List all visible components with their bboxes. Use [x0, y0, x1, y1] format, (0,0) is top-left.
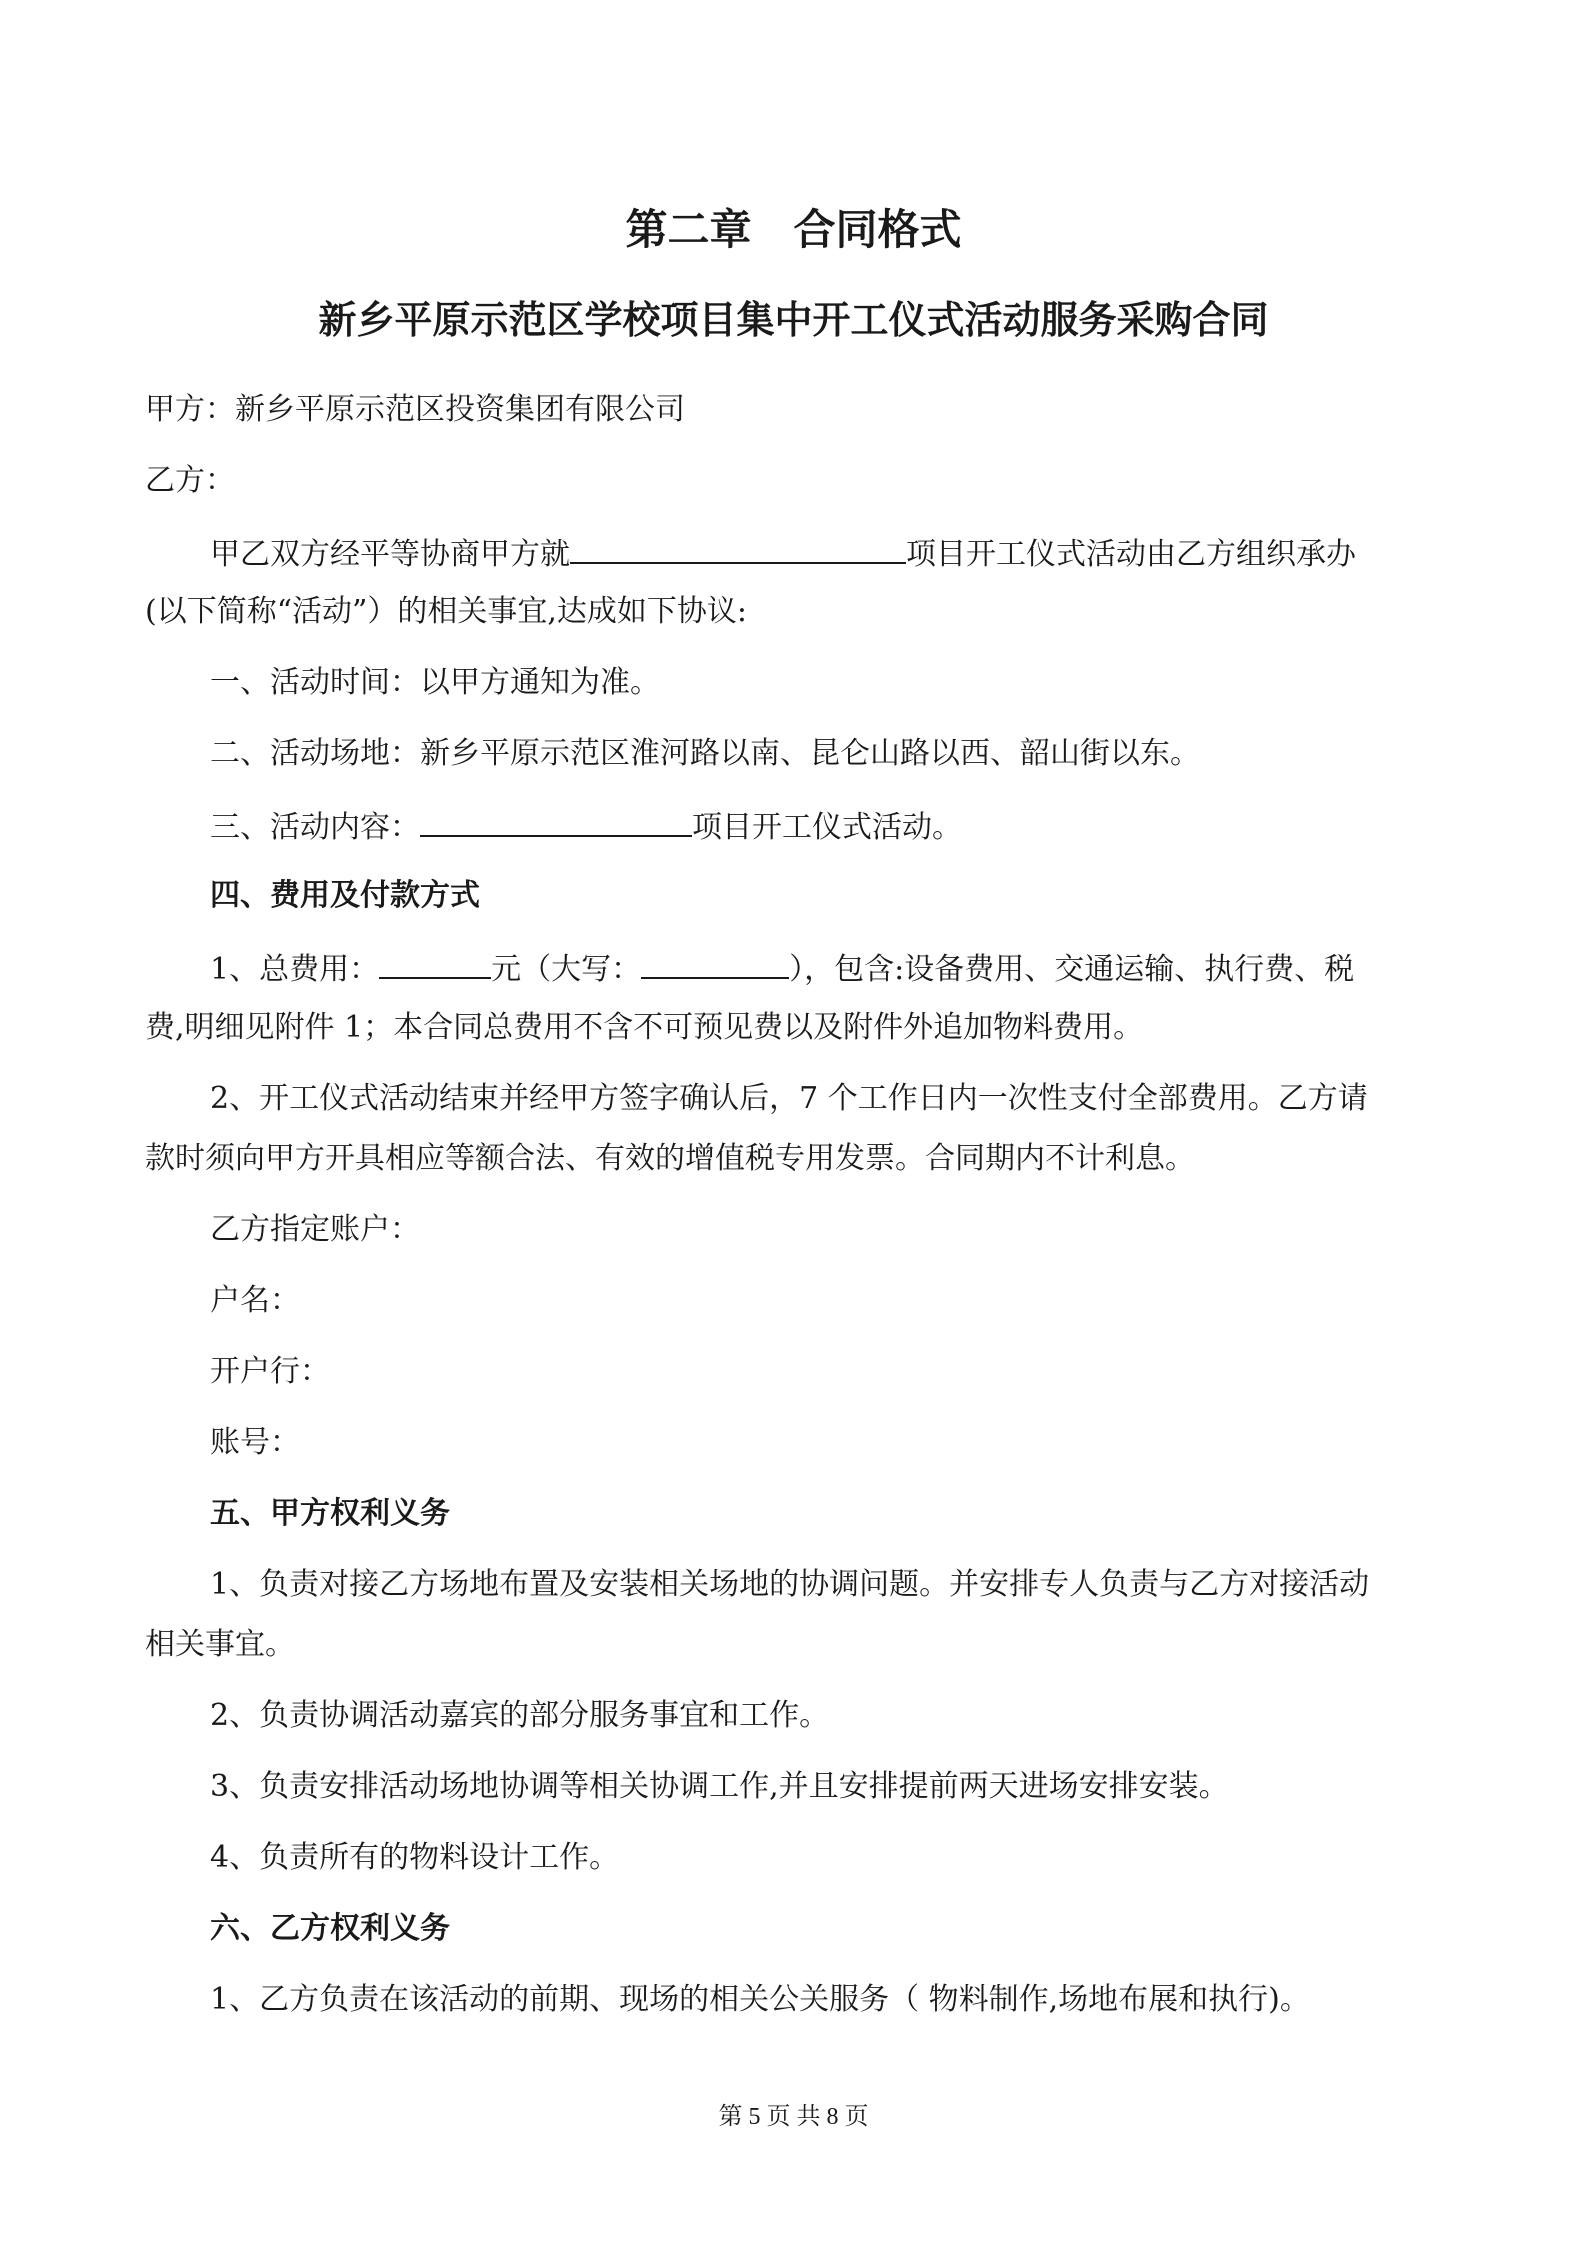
account-label: 乙方指定账户：	[210, 1212, 420, 1247]
payment-line-1: 2、开工仪式活动结束并经甲方签字确认后，7 个工作日内一次性支付全部费用。乙方请	[210, 1081, 1368, 1116]
fee-amount-blank	[379, 945, 491, 979]
contract-title: 新乡平原示范区学校项目集中开工仪式活动服务采购合同	[318, 297, 1269, 342]
intro-line-1: 甲乙双方经平等协商甲方就 项目开工仪式活动由乙方组织承办	[210, 530, 1445, 577]
clause-2: 二、活动场地：新乡平原示范区淮河路以南、昆仑山路以西、韶山街以东。	[210, 736, 1200, 771]
account-name: 户名：	[210, 1283, 300, 1318]
party-a-duty-3: 3、负责安排活动场地协调等相关协调工作,并且安排提前两天进场安排安装。	[210, 1769, 1229, 1804]
party-a-duty-2: 2、负责协调活动嘉宾的部分服务事宜和工作。	[210, 1698, 830, 1733]
account-bank: 开户行：	[210, 1354, 330, 1389]
section-5-heading: 五、甲方权利义务	[210, 1496, 450, 1531]
clause-3: 三、活动内容： 项目开工仪式活动。	[210, 803, 1445, 850]
fee-uppercase-blank	[641, 945, 789, 979]
party-a-duty-1-line-2: 相关事宜。	[145, 1627, 295, 1662]
party-a-duty-4: 4、负责所有的物料设计工作。	[210, 1840, 620, 1875]
account-number: 账号：	[210, 1425, 300, 1460]
party-a: 甲方：新乡平原示范区投资集团有限公司	[145, 392, 685, 427]
party-b-duty-1: 1、乙方负责在该活动的前期、现场的相关公关服务（ 物料制作,场地布展和执行)。	[210, 1982, 1310, 2017]
chapter-name: 合同格式	[793, 205, 962, 254]
party-a-duty-1-line-1: 1、负责对接乙方场地布置及安装相关场地的协调问题。并安排专人负责与乙方对接活动	[210, 1567, 1370, 1602]
fee-line-2: 费,明细见附件 1；本合同总费用不含不可预见费以及附件外追加物料费用。	[145, 1010, 1144, 1045]
project-name-blank	[570, 530, 906, 564]
party-b: 乙方：	[145, 463, 235, 498]
section-6-heading: 六、乙方权利义务	[210, 1911, 450, 1946]
chapter-number: 第二章	[625, 205, 752, 254]
intro-line-2: (以下简称“活动”）的相关事宜,达成如下协议:	[145, 594, 748, 629]
page-number-footer: 第 5 页 共 8 页	[718, 2104, 869, 2130]
payment-line-2: 款时须向甲方开具相应等额合法、有效的增值税专用发票。合同期内不计利息。	[145, 1141, 1195, 1176]
fee-line-1: 1、总费用： 元（大写： ），包含:设备费用、交通运输、执行费、税	[210, 945, 1445, 992]
section-4-heading: 四、费用及付款方式	[210, 878, 480, 913]
clause-1: 一、活动时间：以甲方通知为准。	[210, 665, 660, 700]
chapter-title	[0, 200, 1587, 260]
content-blank	[420, 803, 692, 837]
